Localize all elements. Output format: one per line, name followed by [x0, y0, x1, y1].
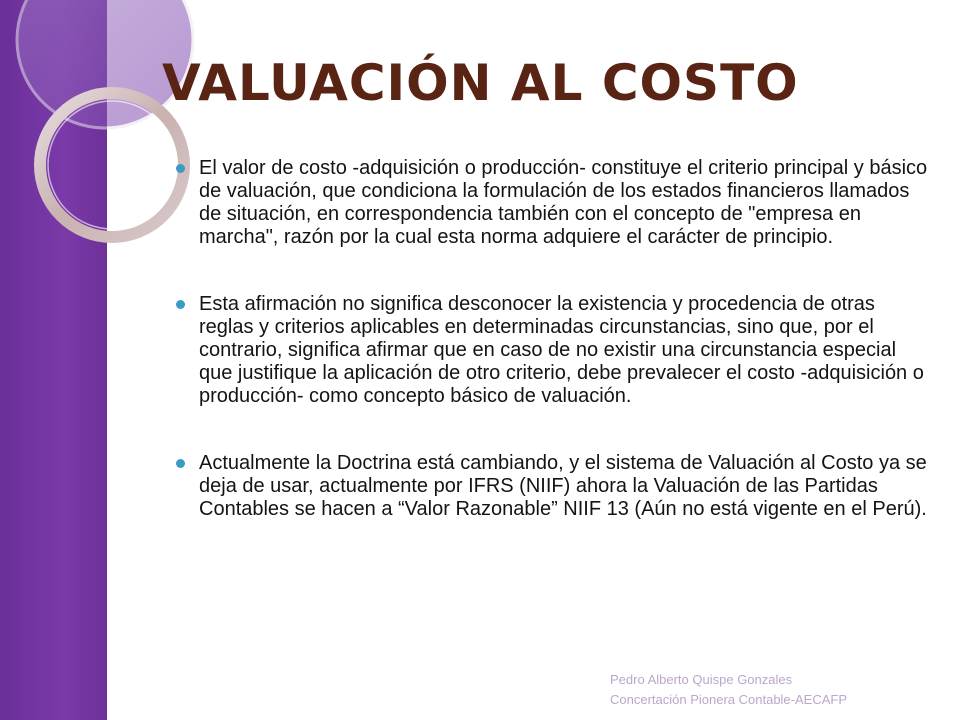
bullet-item — [176, 157, 932, 249]
bullet-text: Actualmente la Doctrina está cambiando, y el sistema de Valuación al Costo ya se deja de usar, actualmente por IFRS (NIIF) ahora la Valuación de las Partidas Contables se hacen a “Valor Razonable” NIIF 13 (Aún no está vigente en el Perú). — [199, 452, 927, 520]
bullet-item — [176, 293, 932, 408]
bullet-text: Esta afirmación no significa desconocer la existencia y procedencia de otras reglas y criterios aplicables en determinadas circunstancias, sino que, por el contrario, significa afirmar que en caso de no existir una circunstancia especial que justifique la aplicación de otro criterio, debe prevalecer el costo -adquisición o producción- como concepto básico de valuación. — [199, 293, 924, 407]
decorative-circles — [0, 0, 200, 260]
bullet-dot-icon — [176, 164, 185, 173]
footer-organization: Concertación Pionera Contable-AECAFP — [610, 692, 848, 707]
bullet-dot-icon — [176, 459, 185, 468]
bullet-text: El valor de costo -adquisición o producción- constituye el criterio principal y básico de valuación, que condiciona la formulación de los estados financieros llamados de situación, en correspondencia también con el concepto de "empresa en marcha", razón por la cual esta norma adquiere el carácter de principio. — [199, 157, 928, 248]
footer — [610, 670, 847, 710]
slide-title: VALUACIÓN AL COSTO — [162, 54, 799, 112]
bullet-item — [176, 452, 932, 521]
footer-author: Pedro Alberto Quispe Gonzales — [610, 672, 793, 687]
bullet-list — [176, 157, 932, 521]
bullet-dot-icon — [176, 300, 185, 309]
